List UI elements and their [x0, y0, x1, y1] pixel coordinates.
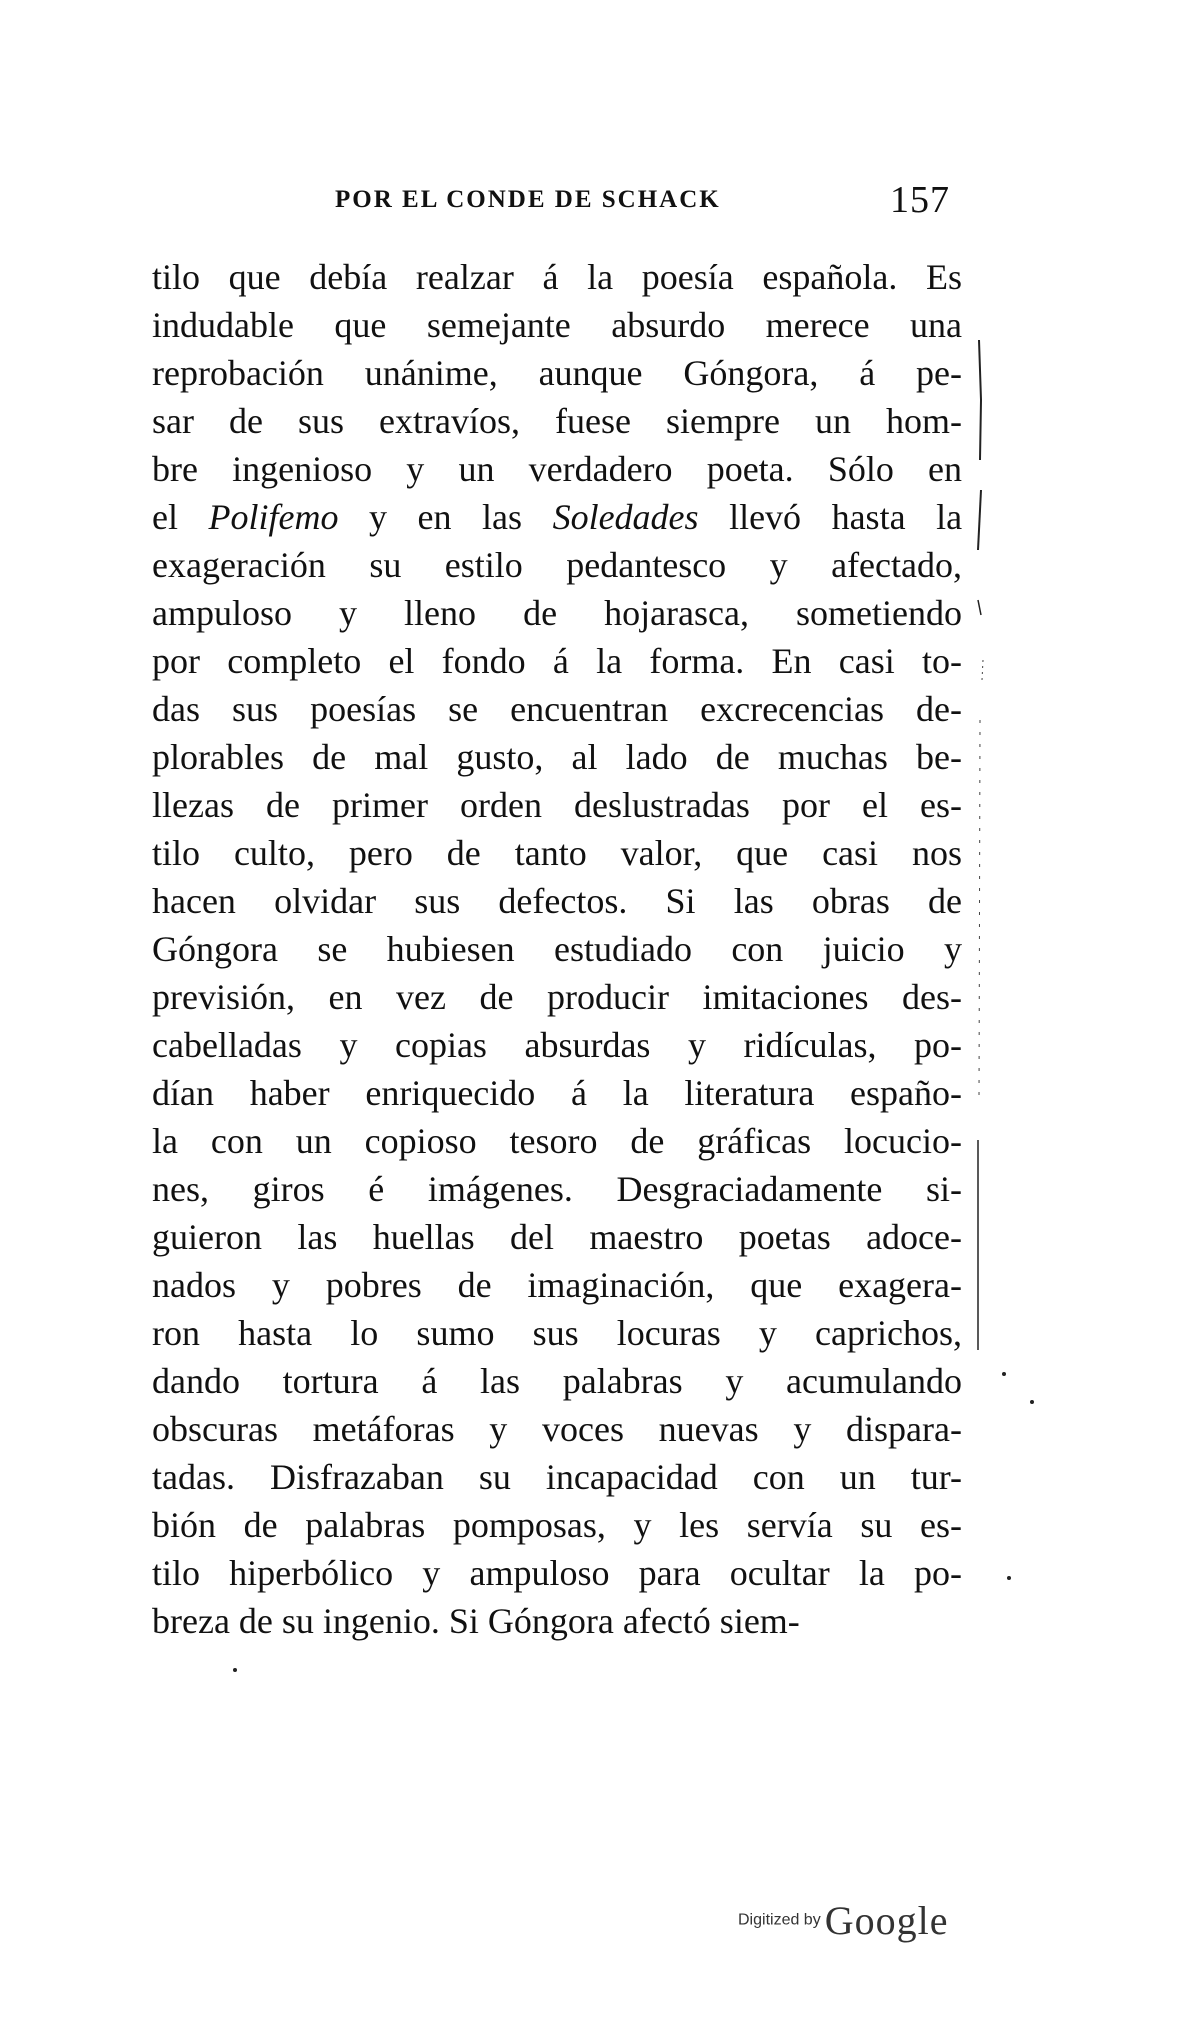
text-line: tilo culto, pero de tanto valor, que casi nos — [152, 833, 962, 873]
text-line: la con un copioso tesoro de gráficas locucio- — [152, 1121, 962, 1161]
scan-speck — [233, 1668, 237, 1672]
text-segment: llevó hasta la — [729, 497, 963, 537]
text-line: breza de su ingenio. Si Góngora afectó siem- — [152, 1601, 800, 1641]
text-line: ron hasta lo sumo sus locuras y caprichos, — [152, 1313, 962, 1353]
text-segment: el — [152, 497, 178, 537]
watermark-prefix: Digitized by — [738, 1911, 821, 1929]
text-line: guieron las huellas del maestro poetas adoce- — [152, 1217, 962, 1257]
text-line: ampuloso y lleno de hojarasca, sometiendo — [152, 593, 962, 633]
google-logo-text: Google — [824, 1898, 949, 1943]
text-line: Góngora se hubiesen estudiado con juicio y — [152, 929, 962, 969]
scan-speck — [1007, 1576, 1011, 1580]
text-line: bre ingenioso y un verdadero poeta. Sólo en — [152, 449, 962, 489]
text-line: nes, giros é imágenes. Desgraciadamente si- — [152, 1169, 962, 1209]
italic-title-polifemo: Polifemo — [208, 497, 339, 537]
text-line — [152, 493, 962, 541]
text-line: tadas. Disfrazaban su incapacidad con un tur- — [152, 1457, 962, 1497]
text-line: cabelladas y copias absurdas y ridículas, po- — [152, 1025, 962, 1065]
page-number: 157 — [890, 179, 950, 221]
text-line: por completo el fondo á la forma. En casi to- — [152, 641, 962, 681]
text-line: llezas de primer orden deslustradas por el es- — [152, 785, 962, 825]
page-edge-marks — [975, 340, 995, 1390]
text-line: tilo que debía realzar á la poesía española. Es — [152, 257, 962, 297]
text-line: hacen olvidar sus defectos. Si las obras de — [152, 881, 962, 921]
text-line: sar de sus extravíos, fuese siempre un hom- — [152, 401, 962, 441]
body-text — [152, 253, 962, 1645]
text-line: exageración su estilo pedantesco y afectado, — [152, 545, 962, 585]
text-line: dando tortura á las palabras y acumulando — [152, 1361, 962, 1401]
text-line: plorables de mal gusto, al lado de muchas be- — [152, 737, 962, 777]
text-line: obscuras metáforas y voces nuevas y dispara- — [152, 1409, 962, 1449]
text-line: nados y pobres de imaginación, que exagera- — [152, 1265, 962, 1305]
text-line: dían haber enriquecido á la literatura españo- — [152, 1073, 962, 1113]
text-line: das sus poesías se encuentran excrecencias de- — [152, 689, 962, 729]
digitized-by-google-watermark — [738, 1897, 948, 1944]
text-line: indudable que semejante absurdo merece una — [152, 305, 962, 345]
text-segment: y en las — [369, 497, 523, 537]
text-line: previsión, en vez de producir imitaciones des- — [152, 977, 962, 1017]
scan-speck — [1002, 1372, 1006, 1376]
text-line: tilo hiperbólico y ampuloso para ocultar la po- — [152, 1553, 962, 1593]
text-line: reprobación unánime, aunque Góngora, á pe- — [152, 353, 962, 393]
text-line: bión de palabras pomposas, y les servía su es- — [152, 1505, 962, 1545]
italic-title-soledades: Soledades — [552, 497, 699, 537]
running-head: POR EL CONDE DE SCHACK — [335, 186, 721, 213]
scan-speck — [1030, 1400, 1034, 1404]
